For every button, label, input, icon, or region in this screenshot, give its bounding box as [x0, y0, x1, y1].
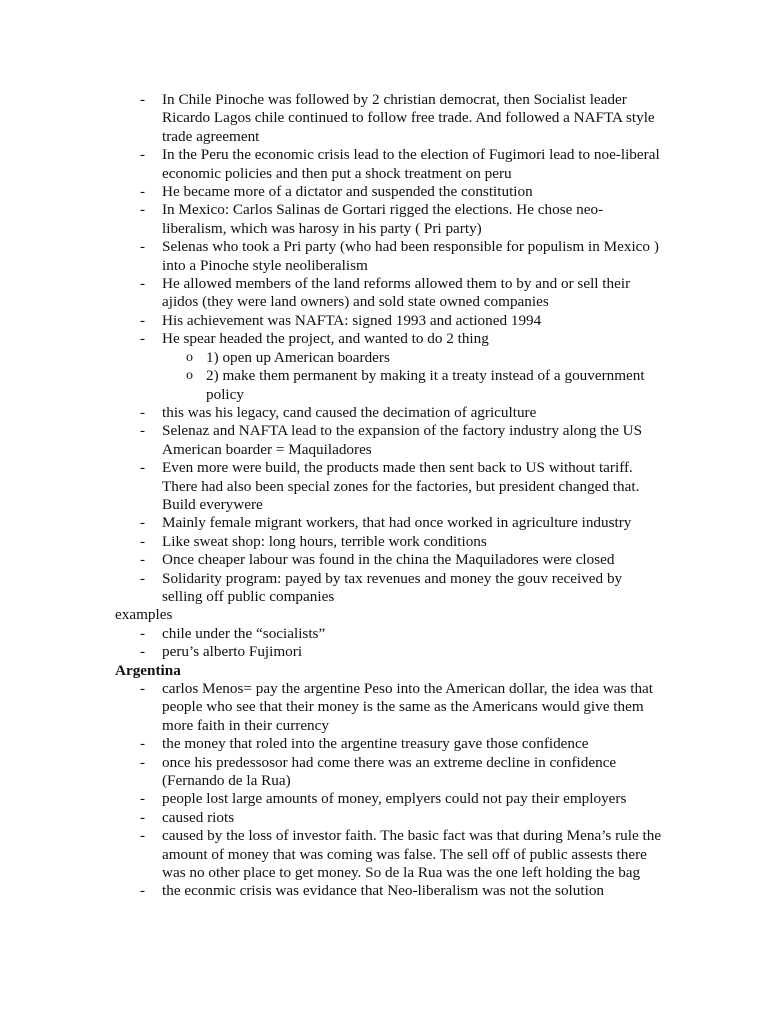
dash-bullet: -: [140, 91, 146, 108]
text-line: people lost large amounts of money, emplyers could not pay their employers: [162, 790, 627, 808]
text-line: Solidarity program: payed by tax revenues and money the gouv received by: [162, 569, 623, 587]
text-line: liberalism, which was harosy in his party ( Pri party): [162, 219, 482, 237]
text-line: selling off public companies: [162, 587, 335, 605]
text-line: carlos Menos= pay the argentine Peso into the American dollar, the idea was that: [162, 680, 654, 697]
list-item: [140, 91, 784, 146]
list-item: [140, 514, 784, 532]
text-line: He became more of a dictator and suspended the constitution: [162, 183, 533, 201]
text-line: into a Pinoche style neoliberalism: [162, 256, 368, 274]
text-line: this was his legacy, cand caused the decimation of agriculture: [162, 403, 537, 421]
dash-bullet: -: [140, 680, 146, 697]
list-item: [140, 551, 784, 569]
text-line: economic policies and then put a shock treatment on peru: [162, 164, 512, 182]
dash-bullet: -: [140, 735, 146, 753]
sub-list-item: [186, 367, 784, 404]
dash-bullet: -: [140, 624, 146, 642]
text-line: people who see that their money is the same as the Americans would give them: [162, 698, 644, 716]
dash-bullet: -: [140, 643, 146, 661]
document-page: [0, 91, 784, 901]
text-line: trade agreement: [162, 127, 260, 145]
circle-bullet: o: [186, 349, 193, 365]
examples-label: examples: [115, 606, 173, 624]
list-item: [140, 404, 784, 422]
dash-bullet: -: [140, 459, 146, 477]
list-item: [140, 790, 784, 808]
text-line: Selenas who took a Pri party (who had been responsible for populism in Mexico ): [162, 238, 659, 256]
list-item: [140, 533, 784, 551]
list-item: [140, 201, 784, 238]
text-line: amount of money that was coming was false. The sell off of public assests there: [162, 845, 647, 863]
list-item: [140, 459, 784, 514]
text-line: In Mexico: Carlos Salinas de Gortari rigged the elections. He chose neo-: [162, 201, 604, 219]
dash-bullet: -: [140, 790, 146, 808]
text-line: American boarder = Maquiladores: [162, 440, 372, 458]
dash-bullet: -: [140, 311, 146, 329]
dash-bullet: -: [140, 275, 146, 293]
section-heading-argentina: Argentina: [115, 661, 181, 679]
list-item: [140, 422, 784, 459]
text-line: the money that roled into the argentine treasury gave those confidence: [162, 735, 589, 753]
text-line: more faith in their currency: [162, 716, 329, 734]
list-item: [140, 275, 784, 312]
dash-bullet: -: [140, 532, 146, 550]
text-line: 1) open up American boarders: [206, 348, 390, 366]
text-line: caused riots: [162, 808, 235, 826]
dash-bullet: -: [140, 753, 146, 771]
list-item: [140, 882, 784, 900]
dash-bullet: -: [140, 569, 146, 587]
text-line: Once cheaper labour was found in the china the Maquiladores were closed: [162, 551, 615, 569]
dash-bullet: -: [140, 514, 146, 532]
text-line: Build everywere: [162, 495, 263, 513]
text-line: ajidos (they were land owners) and sold state owned companies: [162, 293, 549, 311]
circle-bullet: o: [186, 368, 193, 384]
text-line: Selenaz and NAFTA lead to the expansion of the factory industry along the US: [162, 422, 643, 440]
list-item: [140, 146, 784, 183]
list-item: [140, 680, 784, 735]
bullet-list-argentina: [0, 680, 784, 901]
text-line: Mainly female migrant workers, that had once worked in agriculture industry: [162, 514, 632, 532]
list-item: [140, 570, 784, 607]
text-line: In the Peru the economic crisis lead to the election of Fugimori lead to noe-liberal: [162, 146, 660, 164]
dash-bullet: -: [140, 201, 146, 219]
sub-list-item: [186, 349, 784, 367]
text-line: caused by the loss of investor faith. The basic fact was that during Mena’s rule the: [162, 827, 662, 845]
text-line: chile under the “socialists”: [162, 624, 326, 642]
list-item: [140, 625, 784, 643]
dash-bullet: -: [140, 403, 146, 421]
text-line: He allowed members of the land reforms allowed them to by and or sell their: [162, 275, 631, 293]
dash-bullet: -: [140, 827, 146, 845]
bullet-list-mexico-chile-peru: [0, 91, 784, 606]
text-line: He spear headed the project, and wanted to do 2 thing: [162, 330, 489, 348]
text-line: policy: [206, 385, 244, 403]
text-line: the econmic crisis was evidance that Neo-liberalism was not the solution: [162, 882, 605, 900]
dash-bullet: -: [140, 422, 146, 440]
list-item: [140, 643, 784, 661]
dash-bullet: -: [140, 330, 146, 348]
text-line: once his predessosor had come there was an extreme decline in confidence: [162, 753, 617, 771]
dash-bullet: -: [140, 808, 146, 826]
list-item: [140, 827, 784, 882]
dash-bullet: -: [140, 183, 146, 201]
dash-bullet: -: [140, 146, 146, 164]
list-item: [140, 809, 784, 827]
list-item: [140, 735, 784, 753]
text-line: Ricardo Lagos chile continued to follow free trade. And followed a NAFTA style: [162, 109, 655, 127]
list-item: [140, 312, 784, 330]
list-item: [140, 330, 784, 348]
list-item: [140, 754, 784, 791]
dash-bullet: -: [140, 882, 146, 900]
text-line: Even more were build, the products made then sent back to US without tariff.: [162, 459, 633, 477]
text-line: 2) make them permanent by making it a treaty instead of a gouvernment: [206, 367, 645, 385]
list-item: [140, 183, 784, 201]
dash-bullet: -: [140, 238, 146, 256]
list-item: [140, 238, 784, 275]
bullet-list-examples: [0, 625, 784, 662]
text-line: was no other place to get money. So de la Rua was the one left holding the bag: [162, 864, 641, 882]
text-line: In Chile Pinoche was followed by 2 christian democrat, then Socialist leader: [162, 91, 627, 108]
dash-bullet: -: [140, 551, 146, 569]
text-line: peru’s alberto Fujimori: [162, 643, 303, 661]
text-line: His achievement was NAFTA: signed 1993 and actioned 1994: [162, 311, 542, 329]
text-line: (Fernando de la Rua): [162, 772, 291, 790]
text-line: There had also been special zones for the factories, but president changed that.: [162, 477, 640, 495]
text-line: Like sweat shop: long hours, terrible work conditions: [162, 532, 487, 550]
